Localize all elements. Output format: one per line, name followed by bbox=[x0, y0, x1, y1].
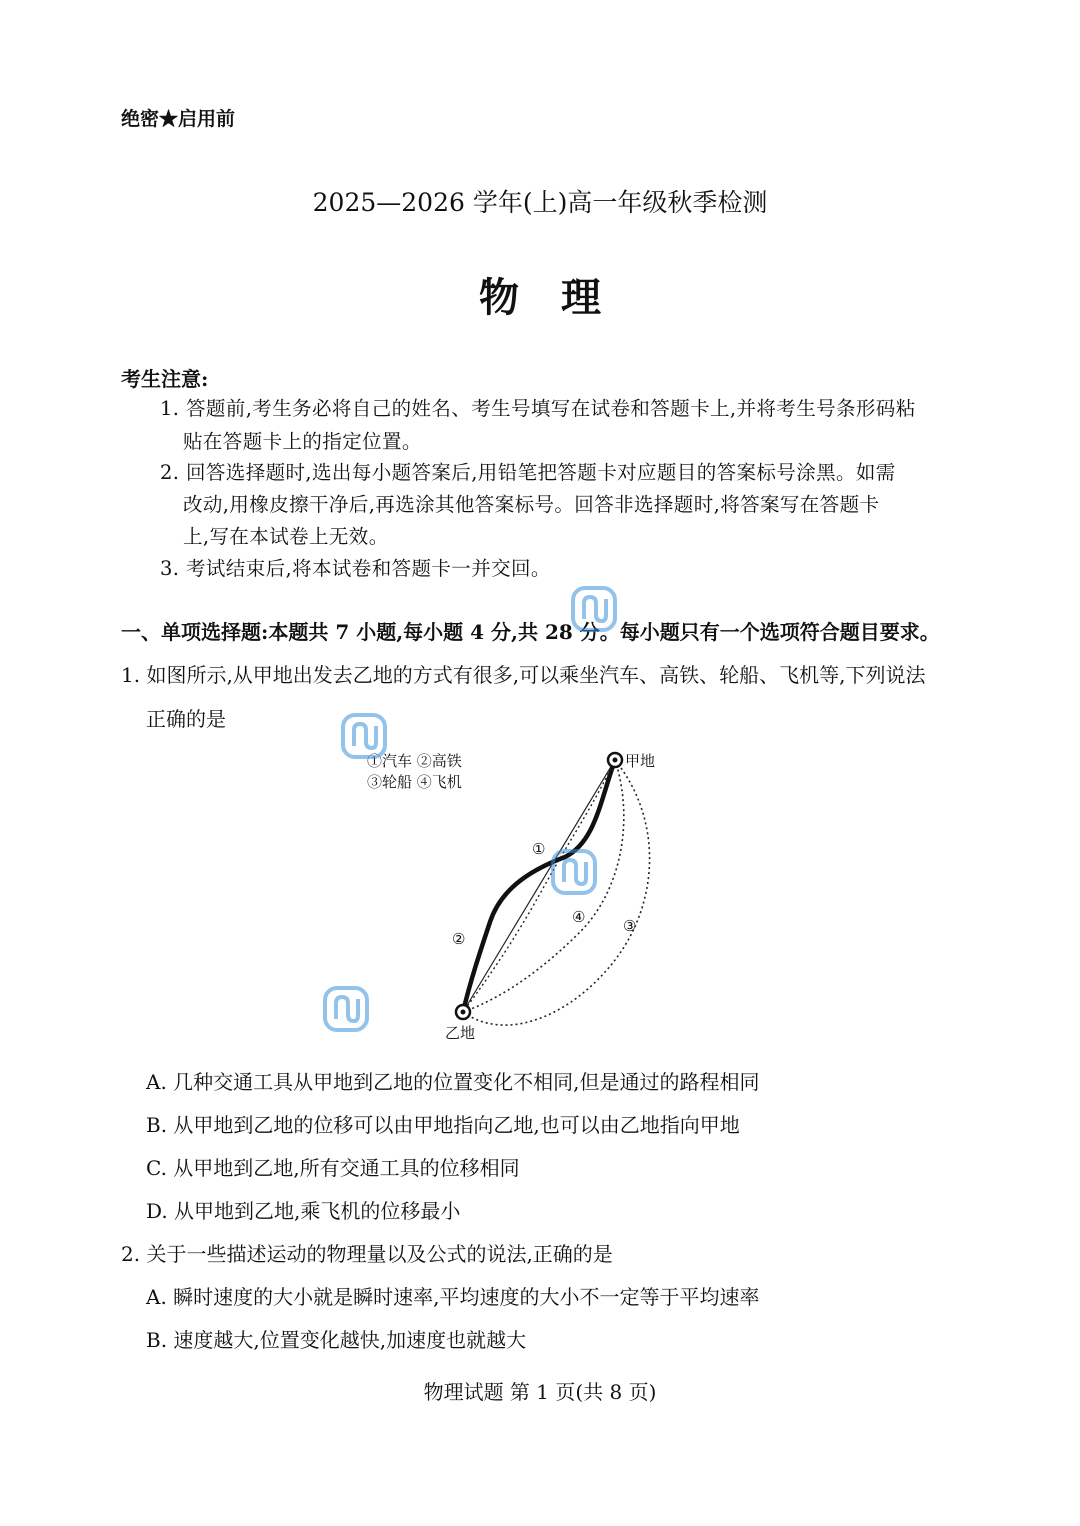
notice-item-2-cont2: 上,写在本试卷上无效。 bbox=[183, 525, 389, 548]
question-1-stem: 1. 如图所示,从甲地出发去乙地的方式有很多,可以乘坐汽车、高铁、轮船、飞机等,下列说法 bbox=[121, 663, 926, 687]
subject-title: 物理 bbox=[479, 274, 643, 321]
question-2-option-a: A. 瞬时速度的大小就是瞬时速率,平均速度的大小不一定等于平均速率 bbox=[146, 1285, 760, 1309]
route-3-label: ③ bbox=[623, 917, 637, 935]
notice-item-1: 1. 答题前,考生务必将自己的姓名、考生号填写在试卷和答题卡上,并将考生号条形码粘 bbox=[160, 397, 916, 420]
question-2-stem: 2. 关于一些描述运动的物理量以及公式的说法,正确的是 bbox=[121, 1242, 613, 1266]
question-1-option-a: A. 几种交通工具从甲地到乙地的位置变化不相同,但是通过的路程相同 bbox=[146, 1070, 760, 1094]
start-label: 甲地 bbox=[625, 752, 656, 770]
section-heading: 一、单项选择题:本题共 7 小题,每小题 4 分,共 28 分。每小题只有一个选项符合题目要求。 bbox=[121, 620, 940, 644]
route-figure bbox=[367, 742, 675, 1042]
watermark-logo-icon bbox=[340, 712, 388, 760]
legend-line-2: ③轮船 ④飞机 bbox=[367, 773, 462, 791]
route-1-label: ① bbox=[532, 840, 546, 858]
question-1-option-b: B. 从甲地到乙地的位移可以由甲地指向乙地,也可以由乙地指向甲地 bbox=[146, 1113, 740, 1137]
route-4-label: ④ bbox=[572, 908, 586, 926]
notice-item-3: 3. 考试结束后,将本试卷和答题卡一并交回。 bbox=[160, 557, 551, 580]
question-1-option-d: D. 从甲地到乙地,乘飞机的位移最小 bbox=[146, 1199, 461, 1223]
watermark-logo-icon bbox=[570, 585, 618, 633]
page-footer: 物理试题 第 1 页(共 8 页) bbox=[423, 1380, 657, 1404]
confidential-label: 绝密★启用前 bbox=[121, 108, 236, 130]
exam-subtitle: 2025—2026 学年(上)高一年级秋季检测 bbox=[312, 188, 768, 217]
legend-line-1: ①汽车 ②高铁 bbox=[367, 752, 462, 770]
route-1-line bbox=[463, 760, 624, 1012]
watermark-logo-icon bbox=[550, 848, 598, 896]
watermark-logo-icon bbox=[322, 985, 370, 1033]
end-label: 乙地 bbox=[445, 1024, 476, 1042]
question-1-stem-cont: 正确的是 bbox=[146, 707, 226, 731]
notice-heading: 考生注意: bbox=[121, 367, 209, 391]
route-2-label: ② bbox=[452, 930, 466, 948]
question-2-option-b: B. 速度越大,位置变化越快,加速度也就越大 bbox=[146, 1328, 527, 1352]
notice-item-1-cont: 贴在答题卡上的指定位置。 bbox=[183, 430, 422, 453]
notice-item-2-cont: 改动,用橡皮擦干净后,再选涂其他答案标号。回答非选择题时,将答案写在答题卡 bbox=[183, 493, 880, 516]
notice-item-2: 2. 回答选择题时,选出每小题答案后,用铅笔把答题卡对应题目的答案标号涂黑。如需 bbox=[160, 461, 896, 484]
question-1-option-c: C. 从甲地到乙地,所有交通工具的位移相同 bbox=[146, 1156, 520, 1180]
